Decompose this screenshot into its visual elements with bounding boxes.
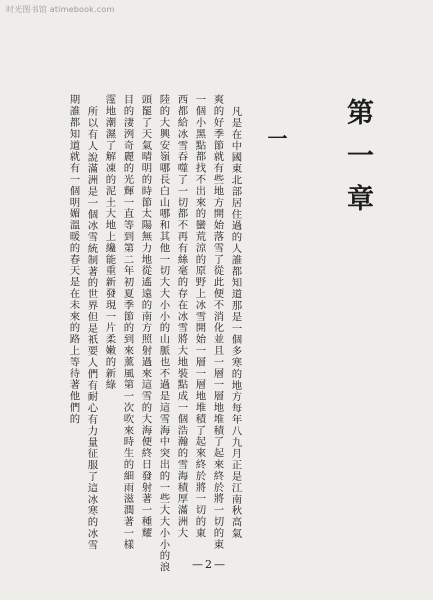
chapter-title: 第一章 <box>342 98 373 227</box>
text-column-8: 霪地潮濕了解凍的泥土大地上纔能重新發現一片柔嫩的新綠 <box>103 94 116 391</box>
section-number: 一 <box>264 128 288 148</box>
text-column-4: 西都給冰雪吞噬了一切都不再有絲毫的存在冰雪將大地裝點成一個浩瀚的雪海積厚滿洲大 <box>175 94 188 539</box>
page-number: —2— <box>192 558 227 571</box>
text-column-9: 所以有人說滿洲是一個冰雪統制著的世界但是祇要人們有耐心有力量征服了這冰寒的冰雪 <box>85 106 98 551</box>
text-column-10: 期誰都知道就有一個明媚溫暖的春天是在未來的路上等待著他們的 <box>67 94 80 425</box>
text-column-6: 頭罷了天氣晴明的時節太陽無力地從遙遠的南方照射過來這雪的大海便終日發射著一種耀 <box>139 94 152 539</box>
text-column-5: 陸的大興安嶺哪長白山哪和其他一切大大小小的山脈也不過是這雪海中突出的一些大大小小的浪 <box>157 94 170 573</box>
site-watermark: 时光图书馆 atimebook.com <box>6 5 115 14</box>
text-column-3: 一個小黑點都找不出來的蠻荒涼的原野上冰雪開始一層一層地堆積了起來終於將一切的東 <box>193 94 206 539</box>
text-column-1: 凡是在中國東北部居住過的人誰都知道那是一個多寒的地方每年八九月正是江南秋高氣 <box>229 106 242 540</box>
text-column-2: 爽的好季節就有些地方開始落雪了從此便不消化並且一層一層地堆積了起來終於將一切的東 <box>211 94 224 550</box>
text-column-7: 目的淒洌奇麗的光輝一直等到第二年初夏季節的到來薰風第一次吹來時生的細雨滋潤著一樣 <box>121 94 134 550</box>
